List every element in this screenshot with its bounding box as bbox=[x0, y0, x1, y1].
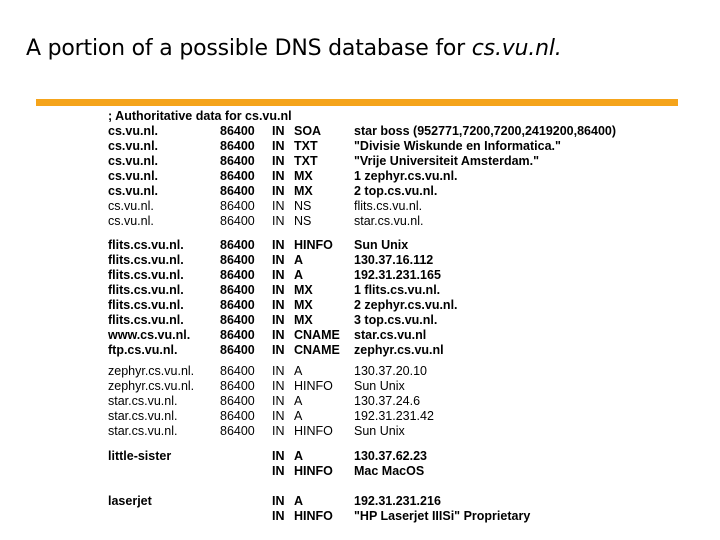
record-ttl: 86400 bbox=[220, 379, 255, 393]
table-row bbox=[0, 328, 720, 343]
record-type: NS bbox=[294, 199, 312, 213]
record-type: HINFO bbox=[294, 464, 333, 478]
record-type: HINFO bbox=[294, 238, 333, 252]
record-type: A bbox=[294, 409, 303, 423]
record-ttl: 86400 bbox=[220, 184, 255, 198]
record-name: cs.vu.nl. bbox=[108, 184, 159, 198]
table-row bbox=[0, 364, 720, 379]
table-row bbox=[0, 253, 720, 268]
comment-line: ; Authoritative data for cs.vu.nl bbox=[108, 109, 292, 123]
record-value: 192.31.231.42 bbox=[354, 409, 434, 423]
record-name: cs.vu.nl. bbox=[108, 169, 159, 183]
table-row bbox=[0, 199, 720, 214]
record-ttl: 86400 bbox=[220, 214, 255, 228]
record-value: Sun Unix bbox=[354, 424, 405, 438]
record-type: MX bbox=[294, 313, 313, 327]
record-class: IN bbox=[272, 184, 285, 198]
table-row bbox=[0, 139, 720, 154]
record-class: IN bbox=[272, 124, 285, 138]
record-type: A bbox=[294, 449, 304, 463]
record-class: IN bbox=[272, 283, 285, 297]
record-name: ftp.cs.vu.nl. bbox=[108, 343, 178, 357]
record-type: HINFO bbox=[294, 424, 333, 438]
record-value: 130.37.20.10 bbox=[354, 364, 427, 378]
slide-title bbox=[26, 36, 562, 61]
record-ttl: 86400 bbox=[220, 124, 255, 138]
record-type: CNAME bbox=[294, 328, 340, 342]
record-type: MX bbox=[294, 169, 313, 183]
record-value: 3 top.cs.vu.nl. bbox=[354, 313, 438, 327]
table-row bbox=[0, 509, 720, 524]
record-class: IN bbox=[272, 464, 285, 478]
title-domain: cs.vu.nl. bbox=[471, 36, 562, 61]
record-name: laserjet bbox=[108, 494, 152, 508]
record-type: SOA bbox=[294, 124, 322, 138]
record-value: zephyr.cs.vu.nl bbox=[354, 343, 444, 357]
record-value: 130.37.62.23 bbox=[354, 449, 427, 463]
table-row bbox=[0, 124, 720, 139]
record-name: zephyr.cs.vu.nl. bbox=[108, 379, 195, 393]
record-name: flits.cs.vu.nl. bbox=[108, 298, 184, 312]
table-row bbox=[0, 343, 720, 358]
record-ttl: 86400 bbox=[220, 199, 255, 213]
record-ttl: 86400 bbox=[220, 394, 255, 408]
record-class: IN bbox=[272, 379, 285, 393]
record-ttl: 86400 bbox=[220, 424, 255, 438]
record-name: star.cs.vu.nl. bbox=[108, 409, 178, 423]
record-class: IN bbox=[272, 298, 285, 312]
table-row bbox=[0, 409, 720, 424]
record-name: flits.cs.vu.nl. bbox=[108, 313, 184, 327]
table-row bbox=[0, 169, 720, 184]
record-type: MX bbox=[294, 283, 313, 297]
record-name: cs.vu.nl. bbox=[108, 199, 154, 213]
record-class: IN bbox=[272, 424, 285, 438]
record-ttl: 86400 bbox=[220, 238, 255, 252]
table-row bbox=[0, 313, 720, 328]
record-value: star boss (952771,7200,7200,2419200,86400) bbox=[354, 124, 617, 138]
record-type: TXT bbox=[294, 139, 318, 153]
record-ttl: 86400 bbox=[220, 169, 255, 183]
record-value: "Divisie Wiskunde en Informatica." bbox=[354, 139, 561, 153]
record-ttl: 86400 bbox=[220, 139, 255, 153]
record-value: 130.37.16.112 bbox=[354, 253, 434, 267]
record-name: star.cs.vu.nl. bbox=[108, 394, 178, 408]
record-class: IN bbox=[272, 494, 285, 508]
record-type: CNAME bbox=[294, 343, 340, 357]
record-value: 192.31.231.216 bbox=[354, 494, 441, 508]
table-row bbox=[0, 494, 720, 509]
record-ttl: 86400 bbox=[220, 313, 255, 327]
record-value: "Vrije Universiteit Amsterdam." bbox=[354, 154, 540, 168]
table-row bbox=[0, 268, 720, 283]
record-class: IN bbox=[272, 364, 285, 378]
record-value: Sun Unix bbox=[354, 379, 405, 393]
record-type: NS bbox=[294, 214, 312, 228]
record-class: IN bbox=[272, 313, 285, 327]
record-class: IN bbox=[272, 199, 285, 213]
record-value: 1 zephyr.cs.vu.nl. bbox=[354, 169, 458, 183]
record-name: flits.cs.vu.nl. bbox=[108, 238, 184, 252]
table-row bbox=[0, 424, 720, 439]
record-class: IN bbox=[272, 409, 285, 423]
record-ttl: 86400 bbox=[220, 328, 255, 342]
table-row bbox=[0, 154, 720, 169]
record-type: A bbox=[294, 268, 304, 282]
record-class: IN bbox=[272, 139, 285, 153]
record-value: flits.cs.vu.nl. bbox=[354, 199, 423, 213]
record-type: MX bbox=[294, 298, 313, 312]
table-row bbox=[0, 184, 720, 199]
title-underline bbox=[36, 99, 678, 106]
record-name: star.cs.vu.nl. bbox=[108, 424, 178, 438]
table-row bbox=[0, 394, 720, 409]
record-value: Sun Unix bbox=[354, 238, 409, 252]
record-ttl: 86400 bbox=[220, 253, 255, 267]
record-class: IN bbox=[272, 238, 285, 252]
table-row bbox=[0, 283, 720, 298]
table-row bbox=[0, 464, 720, 479]
record-type: A bbox=[294, 253, 304, 267]
record-ttl: 86400 bbox=[220, 298, 255, 312]
record-name: cs.vu.nl. bbox=[108, 154, 159, 168]
record-class: IN bbox=[272, 394, 285, 408]
record-class: IN bbox=[272, 268, 285, 282]
record-name: www.cs.vu.nl. bbox=[108, 328, 191, 342]
record-name: cs.vu.nl. bbox=[108, 124, 159, 138]
record-name: cs.vu.nl. bbox=[108, 214, 154, 228]
record-type: MX bbox=[294, 184, 313, 198]
record-name: cs.vu.nl. bbox=[108, 139, 159, 153]
record-value: star.cs.vu.nl bbox=[354, 328, 427, 342]
record-value: 130.37.24.6 bbox=[354, 394, 421, 408]
record-type: A bbox=[294, 364, 303, 378]
record-name: zephyr.cs.vu.nl. bbox=[108, 364, 195, 378]
record-class: IN bbox=[272, 214, 285, 228]
record-type: A bbox=[294, 394, 303, 408]
record-class: IN bbox=[272, 343, 285, 357]
table-row bbox=[0, 238, 720, 253]
record-value: 1 flits.cs.vu.nl. bbox=[354, 283, 441, 297]
record-value: "HP Laserjet IIISi" Proprietary bbox=[354, 509, 531, 523]
table-row bbox=[0, 379, 720, 394]
record-class: IN bbox=[272, 509, 285, 523]
record-type: A bbox=[294, 494, 304, 508]
record-value: star.cs.vu.nl. bbox=[354, 214, 424, 228]
table-row bbox=[0, 449, 720, 464]
table-row bbox=[0, 214, 720, 229]
record-type: HINFO bbox=[294, 379, 333, 393]
record-class: IN bbox=[272, 253, 285, 267]
record-value: 2 zephyr.cs.vu.nl. bbox=[354, 298, 458, 312]
record-class: IN bbox=[272, 169, 285, 183]
record-type: HINFO bbox=[294, 509, 333, 523]
record-ttl: 86400 bbox=[220, 268, 255, 282]
record-value: Mac MacOS bbox=[354, 464, 425, 478]
record-class: IN bbox=[272, 449, 285, 463]
record-name: little-sister bbox=[108, 449, 172, 463]
title-prefix: A portion of a possible DNS database for bbox=[26, 36, 472, 61]
record-value: 2 top.cs.vu.nl. bbox=[354, 184, 438, 198]
record-ttl: 86400 bbox=[220, 364, 255, 378]
record-ttl: 86400 bbox=[220, 283, 255, 297]
record-ttl: 86400 bbox=[220, 343, 255, 357]
record-class: IN bbox=[272, 328, 285, 342]
record-ttl: 86400 bbox=[220, 154, 255, 168]
record-value: 192.31.231.165 bbox=[354, 268, 441, 282]
record-name: flits.cs.vu.nl. bbox=[108, 253, 184, 267]
record-ttl: 86400 bbox=[220, 409, 255, 423]
record-class: IN bbox=[272, 154, 285, 168]
record-name: flits.cs.vu.nl. bbox=[108, 268, 184, 282]
record-name: flits.cs.vu.nl. bbox=[108, 283, 184, 297]
table-row bbox=[0, 298, 720, 313]
record-type: TXT bbox=[294, 154, 318, 168]
